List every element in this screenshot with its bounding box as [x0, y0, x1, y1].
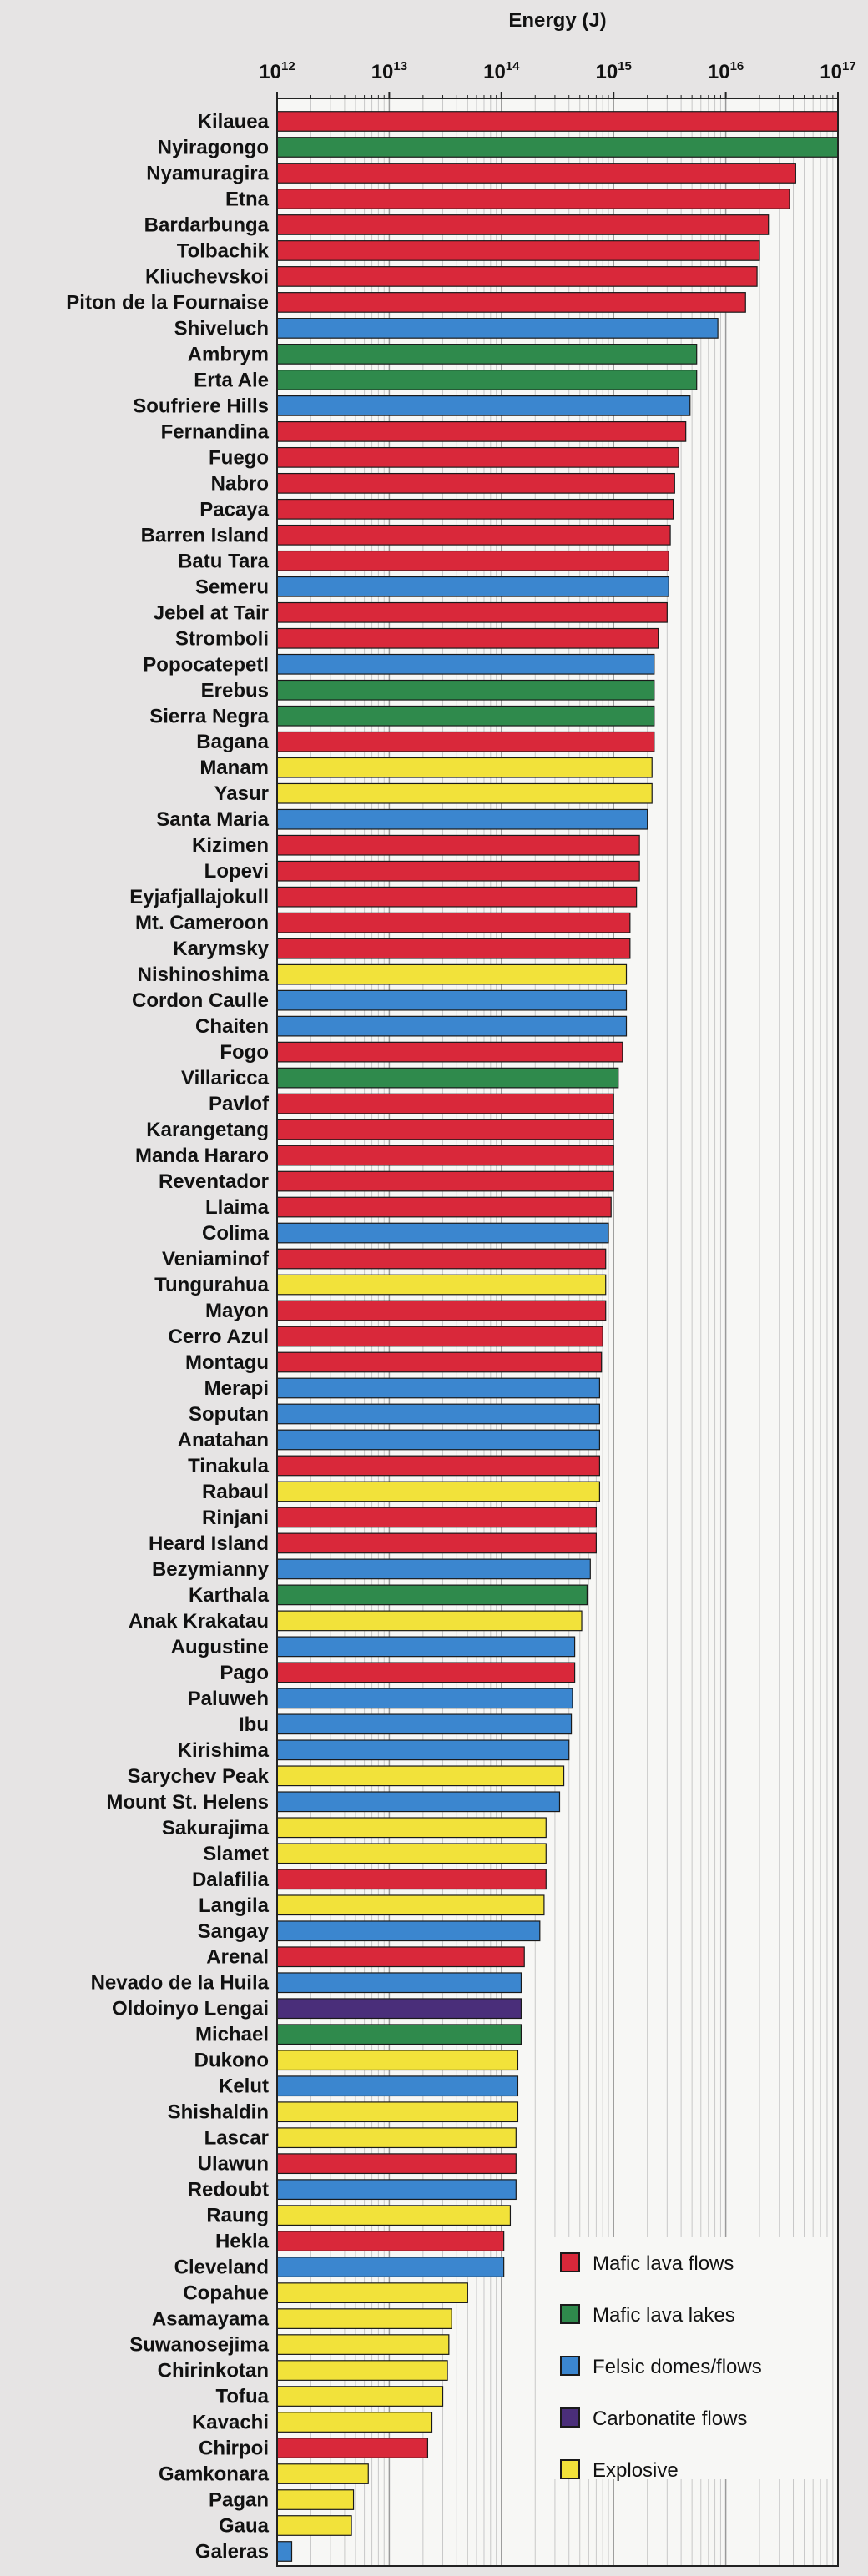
category-label: Bezymianny: [151, 1557, 269, 1581]
bar: [277, 2128, 516, 2148]
bar: [277, 1663, 575, 1683]
legend-label: Carbonatite flows: [593, 2407, 748, 2430]
category-label: Nabro: [210, 472, 269, 496]
category-label: Michael: [194, 2023, 269, 2046]
bar: [277, 2309, 452, 2329]
category-label: Tolbachik: [176, 239, 269, 263]
bar: [277, 500, 674, 520]
category-label: Gaua: [218, 2514, 269, 2538]
bar: [277, 1016, 627, 1036]
category-label: Galeras: [194, 2540, 269, 2563]
category-label: Dukono: [194, 2049, 269, 2072]
bar: [277, 164, 795, 184]
category-label: Santa Maria: [156, 808, 269, 832]
legend-label: Explosive: [593, 2459, 679, 2482]
bar: [277, 2387, 443, 2407]
category-label: Jebel at Tair: [153, 601, 269, 625]
bar: [277, 1119, 613, 1140]
category-label: Soufriere Hills: [133, 395, 269, 418]
category-label: Pagan: [208, 2488, 269, 2512]
category-label: Fernandina: [160, 420, 269, 444]
category-label: Popocatepetl: [143, 653, 269, 677]
category-label: Nevado de la Huila: [90, 1971, 269, 1995]
bar: [277, 757, 652, 777]
category-label: Karymsky: [173, 938, 269, 961]
category-label: Lascar: [204, 2126, 269, 2150]
category-label: Soputan: [189, 1402, 269, 1426]
category-label: Langila: [198, 1894, 269, 1917]
category-label: Montagu: [185, 1351, 269, 1374]
bar: [277, 112, 838, 132]
bar: [277, 2438, 427, 2458]
category-label: Batu Tara: [178, 550, 269, 573]
bar: [277, 2283, 467, 2303]
category-label: Sakurajima: [161, 1816, 269, 1839]
bar: [277, 2257, 504, 2277]
bar: [277, 526, 670, 546]
bar: [277, 345, 697, 365]
bar: [277, 1818, 546, 1838]
bar: [277, 2490, 354, 2510]
category-label: Suwanosejima: [129, 2333, 269, 2357]
category-label: Merapi: [204, 1376, 269, 1400]
category-label: Bagana: [196, 731, 269, 754]
category-label: Slamet: [203, 1842, 269, 1865]
category-label: Pavlof: [208, 1093, 269, 1116]
category-label: Shishaldin: [167, 2101, 269, 2124]
bar: [277, 964, 627, 984]
bar: [277, 938, 630, 958]
category-label: Mt. Cameroon: [134, 912, 269, 935]
category-label: Kavachi: [191, 2411, 269, 2434]
bar: [277, 1792, 559, 1812]
bar: [277, 2206, 510, 2226]
category-label: Fogo: [220, 1041, 269, 1064]
category-label: Manda Hararo: [134, 1145, 269, 1168]
category-label: Rinjani: [201, 1506, 269, 1529]
category-label: Hekla: [214, 2230, 269, 2253]
legend-label: Mafic lava lakes: [593, 2304, 735, 2327]
category-label: Raung: [206, 2204, 269, 2227]
category-label: Paluweh: [187, 1687, 269, 1710]
category-label: Llaima: [204, 1196, 269, 1220]
x-tick-label: $10^{14}$: [483, 59, 520, 83]
legend-swatch: [561, 2460, 579, 2478]
category-label: Colima: [201, 1222, 269, 1245]
category-label: Villaricca: [181, 1067, 269, 1090]
category-label: Shiveluch: [174, 317, 269, 340]
bar: [277, 1223, 608, 1243]
bar: [277, 1301, 606, 1321]
category-label: Rabaul: [201, 1480, 269, 1503]
bar: [277, 861, 639, 881]
category-label: Kliuchevskoi: [144, 265, 269, 289]
bar: [277, 1999, 521, 2019]
bar: [277, 990, 627, 1010]
bar: [277, 474, 674, 494]
category-label: Copahue: [183, 2282, 269, 2305]
bar: [277, 1921, 540, 1941]
bar: [277, 1895, 544, 1915]
x-tick-label: $10^{16}$: [707, 59, 744, 83]
bar: [277, 1688, 573, 1708]
category-label: Pacaya: [199, 498, 269, 521]
bar: [277, 680, 654, 700]
bar: [277, 1404, 599, 1424]
category-label: Erebus: [200, 679, 269, 702]
category-label: Karangetang: [146, 1119, 269, 1142]
bar: [277, 2102, 517, 2122]
category-label: Cerro Azul: [168, 1326, 269, 1348]
bar: [277, 189, 790, 209]
bar: [277, 2516, 351, 2536]
bar: [277, 629, 659, 649]
legend-label: Felsic domes/flows: [593, 2356, 762, 2378]
bar: [277, 732, 654, 752]
category-label: Anak Krakatau: [128, 1609, 269, 1633]
bar: [277, 1585, 587, 1605]
bar: [277, 215, 769, 235]
category-label: Dalafilia: [191, 1868, 269, 1891]
bar: [277, 1197, 611, 1217]
bar: [277, 809, 648, 829]
bar: [277, 1714, 572, 1734]
x-tick-label: $10^{15}$: [595, 59, 632, 83]
category-label: Augustine: [170, 1635, 269, 1658]
category-label: Nyiragongo: [157, 136, 269, 159]
category-label: Tungurahua: [154, 1274, 269, 1297]
category-label: Kilauea: [197, 110, 269, 133]
bar: [277, 1094, 613, 1114]
category-label: Stromboli: [175, 627, 269, 651]
bar: [277, 913, 630, 933]
bar: [277, 577, 669, 597]
bar: [277, 2464, 368, 2484]
category-label: Mayon: [204, 1300, 269, 1323]
category-label: Semeru: [194, 576, 269, 599]
category-label: Chirinkotan: [157, 2359, 269, 2382]
bar: [277, 422, 686, 442]
category-label: Kizimen: [191, 834, 269, 858]
bar: [277, 1533, 596, 1553]
category-label: Sierra Negra: [149, 705, 269, 728]
category-label: Chaiten: [194, 1015, 269, 1039]
bar: [277, 1171, 613, 1191]
x-tick-label: $10^{12}$: [259, 59, 295, 83]
bar: [277, 1869, 546, 1889]
category-label: Etna: [225, 188, 269, 211]
bar: [277, 2050, 517, 2070]
bar: [277, 138, 838, 158]
category-label: Tinakula: [188, 1454, 269, 1477]
category-label: Bardarbunga: [144, 214, 269, 237]
category-label: Sangay: [197, 1919, 269, 1943]
legend-swatch: [561, 2253, 579, 2272]
x-tick-label: $10^{17}$: [820, 59, 856, 83]
category-label: Ambrym: [187, 343, 269, 366]
legend-swatch: [561, 2408, 579, 2427]
category-label: Karthala: [188, 1583, 269, 1607]
bar: [277, 1637, 575, 1657]
legend-label: Mafic lava flows: [593, 2252, 734, 2275]
bar: [277, 1740, 569, 1760]
category-label: Yasur: [214, 782, 269, 806]
category-label: Redoubt: [187, 2178, 269, 2201]
bar: [277, 1275, 606, 1295]
bar: [277, 1507, 596, 1527]
bar: [277, 706, 654, 726]
category-label: Gamkonara: [158, 2463, 269, 2486]
bar: [277, 603, 667, 623]
category-label: Piton de la Fournaise: [66, 291, 269, 314]
category-label: Nishinoshima: [137, 963, 269, 987]
category-label: Heard Island: [148, 1532, 269, 1555]
x-axis-title: Energy (J): [508, 9, 607, 32]
category-label: Erta Ale: [194, 369, 269, 392]
bar: [277, 2180, 516, 2200]
bar: [277, 2154, 516, 2174]
category-label: Nyamuragira: [146, 162, 269, 185]
bar: [277, 551, 669, 571]
category-label: Anatahan: [177, 1428, 269, 1452]
category-label: Kelut: [219, 2075, 269, 2098]
bar: [277, 1145, 613, 1165]
bar: [277, 2231, 504, 2251]
bar: [277, 835, 639, 855]
bar: [277, 2025, 521, 2045]
category-label: Chirpoi: [199, 2437, 269, 2460]
legend: [547, 2237, 830, 2482]
category-label: Cleveland: [174, 2256, 269, 2279]
bar: [277, 1456, 599, 1476]
category-label: Ibu: [239, 1713, 269, 1736]
bar: [277, 1249, 606, 1269]
bar: [277, 1844, 546, 1864]
legend-swatch: [561, 2305, 579, 2323]
bar: [277, 267, 757, 287]
category-label: Eyjafjallajokull: [129, 886, 269, 909]
bar: [277, 1068, 618, 1088]
category-label: Kirishima: [177, 1738, 269, 1762]
bar: [277, 448, 679, 468]
category-label: Lopevi: [204, 860, 269, 883]
bar: [277, 1766, 564, 1786]
bar: [277, 1559, 590, 1579]
category-label: Veniaminof: [161, 1248, 269, 1271]
bar: [277, 2542, 292, 2562]
bar: [277, 396, 690, 416]
bar: [277, 1042, 623, 1062]
bar: [277, 2335, 449, 2355]
bar: [277, 1611, 582, 1631]
bar: [277, 2076, 517, 2096]
category-label: Arenal: [206, 1945, 269, 1969]
x-tick-label: $10^{13}$: [371, 59, 408, 83]
category-label: Manam: [199, 757, 269, 780]
bar: [277, 293, 745, 313]
bar: [277, 1430, 599, 1450]
bar: [277, 319, 718, 339]
category-label: Tofua: [215, 2385, 269, 2408]
bar: [277, 370, 697, 390]
bar: [277, 1378, 599, 1398]
bar: [277, 654, 654, 674]
legend-swatch: [561, 2357, 579, 2375]
bar: [277, 1326, 603, 1346]
category-label: Fuego: [209, 446, 269, 470]
bar: [277, 1973, 521, 1993]
category-label: Oldoinyo Lengai: [111, 1997, 269, 2020]
bar: [277, 887, 637, 907]
bar: [277, 2412, 432, 2433]
category-label: Pago: [220, 1661, 269, 1684]
bar: [277, 783, 652, 803]
bar: [277, 2361, 447, 2381]
category-label: Ulawun: [197, 2152, 269, 2176]
category-label: Sarychev Peak: [127, 1764, 269, 1788]
bar: [277, 1947, 524, 1967]
category-label: Barren Island: [140, 524, 269, 547]
category-label: Cordon Caulle: [131, 989, 269, 1013]
category-label: Mount St. Helens: [106, 1790, 269, 1814]
category-label: Asamayama: [151, 2307, 269, 2331]
category-label: Reventador: [158, 1170, 269, 1194]
bar: [277, 1482, 599, 1502]
bar: [277, 241, 760, 261]
bar: [277, 1352, 602, 1372]
